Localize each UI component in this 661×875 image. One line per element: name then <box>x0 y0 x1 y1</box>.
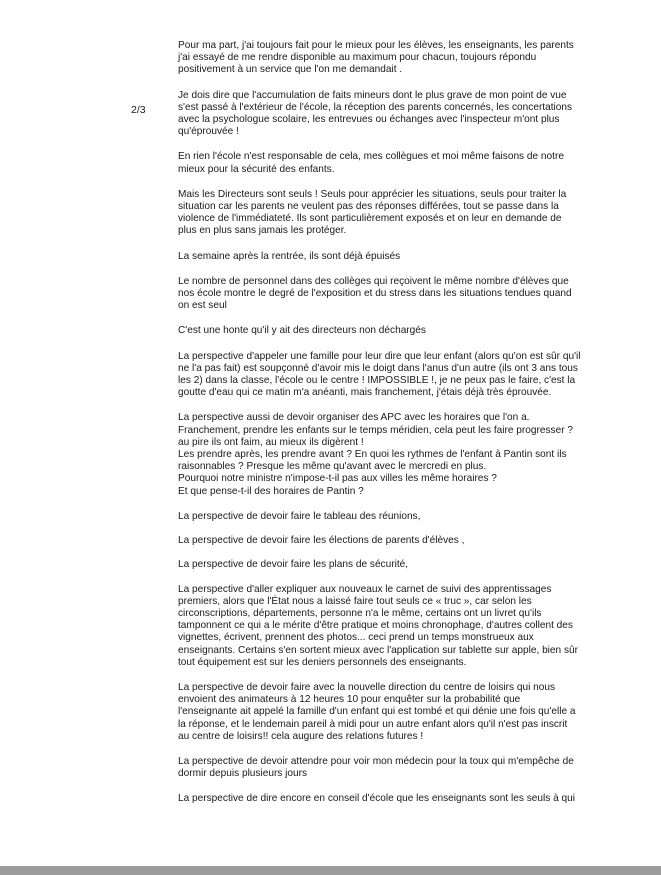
viewer-bottom-bar <box>0 866 661 875</box>
paragraph: La semaine après la rentrée, ils sont déjà épuisés <box>178 250 401 262</box>
paragraph: La perspective de devoir faire le tableau des réunions, <box>178 510 421 522</box>
paragraph: La perspective de devoir faire les plans de sécurité, <box>178 559 409 571</box>
page-number: 2/3 <box>131 104 146 116</box>
paragraph: La perspective d'appeler une famille pour leur dire que leur enfant (alors qu'on est sûr qu'il ne l'a pas fait) est soupçonné d'avoir mis le doigt dans l'anus d'un autre (ils ont 3 ans tous les 2) dans la classe, l'école ou le centre ! IMPOSSIBLE !, je ne peux pas le faire, c'est la goutte d'eau qui ce matin m'a anéanti, mais franchement, j'étais déjà très éprouvée. <box>178 350 581 399</box>
paragraph: La perspective d'aller expliquer aux nouveaux le carnet de suivi des apprentissages premiers, alors que l'État nous a laissé faire tout seuls ce « truc », car selon les circonscriptions, départements, personne n'a le même, certains ont un livret qu'ils tamponnent ce qui a le mérite d'être pratique et moins chronophage, d'autres collent des vignettes, écrivent, prennent des photos... ceci prend un temps monstrueux aux enseignants. Certains s'en sortent mieux avec l'application sur tablette sur apple, bien sûr tout équipement est sur les deniers personnels des enseignants. <box>178 583 578 668</box>
letter-body <box>178 40 630 819</box>
paragraph: Je dois dire que l'accumulation de faits mineurs dont le plus grave de mon point de vue s'est passé à l'extérieur de l'école, la réception des parents concernés, les concertations avec la psychologue scolaire, les entrevues ou échanges avec l'inspecteur m'ont plus qu'éprouvée ! <box>178 89 573 138</box>
paragraph: En rien l'école n'est responsable de cela, mes collègues et moi même faisons de notre mieux pour la sécurité des enfants. <box>178 151 564 175</box>
paragraph: La perspective de devoir faire les élections de parents d'élèves , <box>178 535 465 547</box>
paragraph: Le nombre de personnel dans des collèges qui reçoivent le même nombre d'élèves que nos école montre le degré de l'exposition et du stress dans les situations tendues quand on est seul <box>178 275 572 312</box>
paragraph: Pour ma part, j'ai toujours fait pour le mieux pour les élèves, les enseignants, les parents j'ai essayé de me rendre disponible au maximum pour chacun, toujours répondu positivement à un service que l'on me demandait . <box>178 40 574 76</box>
paragraph: La perspective de devoir attendre pour voir mon médecin pour la toux qui m'empêche de dormir depuis plusieurs jours <box>178 755 574 780</box>
paragraph: La perspective de devoir faire avec la nouvelle direction du centre de loisirs qui nous envoient des animateurs à 12 heures 10 pour enquêter sur la probabilité que l'enseignante ait appelé la famille d'un enfant qui est tombé et qui dénie une fois qu'elle a la réponse, et le lendemain pareil à midi pour un autre enfant alors qu'il n'est pas inscrit au centre de loisirs!! cela augure des relations futures ! <box>178 681 576 742</box>
paragraph: Mais les Directeurs sont seuls ! Seuls pour apprécier les situations, seuls pour traiter la situation car les parents ne veulent pas des réponses différées, tout se passe dans la violence de l'immédiateté. Ils sont particulièrement exposés et on leur en demande de plus en plus sans jamais les protéger. <box>178 188 567 237</box>
paragraph: La perspective de dire encore en conseil d'école que les enseignants sont les seuls à qui <box>178 793 575 805</box>
paragraph: La perspective aussi de devoir organiser des APC avec les horaires que l'on a. Franchement, prendre les enfants sur le temps méridien, cela peut les faire progresser ? au pire ils ont faim, au mieux ils digèrent ! Les prendre après, les prendre avant ? En quoi les rythmes de l'enfant à Pantin sont ils raisonnables ? Presque les même qu'avant avec le mercredi en plus. Pourquoi notre ministre n'impose-t-il pas aux villes les même horaires ? Et que pense-t-il des horaires de Pantin ? <box>178 412 573 497</box>
paragraph: C'est une honte qu'il y ait des directeurs non déchargés <box>178 325 426 337</box>
